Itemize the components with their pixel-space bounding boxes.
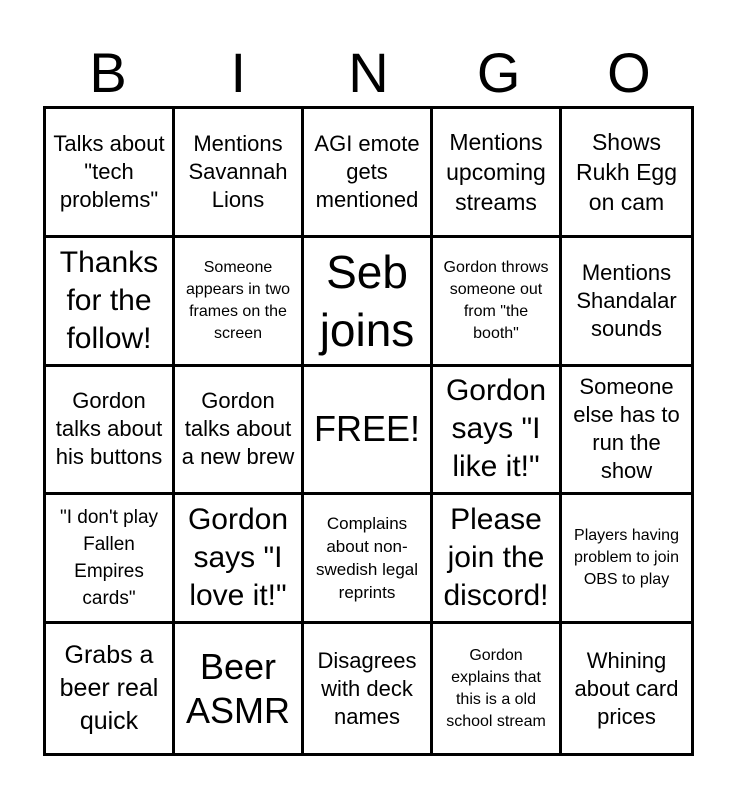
cell-label: Seb joins [319, 245, 415, 356]
cell-label: Mentions Savannah Lions [188, 130, 288, 212]
bingo-board [43, 106, 694, 756]
cell-label: Someone else has to run the show [573, 374, 680, 484]
bingo-cell-r3-c4[interactable] [433, 367, 562, 496]
bingo-cell-r4-c1[interactable] [46, 495, 175, 624]
header-letter-n: N [348, 41, 389, 104]
bingo-cell-r5-c1[interactable] [46, 624, 175, 753]
cell-label: FREE! [313, 408, 420, 450]
cell-label: Grabs a beer real quick [59, 641, 159, 736]
bingo-cell-r4-c2[interactable] [175, 495, 304, 624]
bingo-cell-r1-c2[interactable] [175, 109, 304, 238]
cell-label: Mentions upcoming streams [446, 128, 546, 215]
bingo-cell-r5-c3[interactable] [304, 624, 433, 753]
bingo-cell-r4-c4[interactable] [433, 495, 562, 624]
header-letter-o: O [607, 41, 651, 104]
cell-label: Complains about non-swedish legal reprints [315, 514, 419, 603]
header-letter-i: I [230, 41, 247, 104]
bingo-cell-r1-c5[interactable] [562, 109, 691, 238]
header-letter-b: B [89, 41, 127, 104]
bingo-header [43, 40, 694, 106]
bingo-cell-r2-c1[interactable] [46, 238, 175, 367]
bingo-cell-r2-c3[interactable] [304, 238, 433, 367]
cell-label: Please join the discord! [443, 503, 549, 613]
cell-label: Players having problem to join OBS to play [574, 527, 679, 589]
cell-label: AGI emote gets mentioned [314, 130, 420, 212]
bingo-cell-r1-c1[interactable] [46, 109, 175, 238]
cell-label: Someone appears in two frames on the screen [185, 258, 291, 342]
bingo-cell-r3-c5[interactable] [562, 367, 691, 496]
cell-label: Disagrees with deck names [317, 647, 417, 729]
bingo-cell-r4-c3[interactable] [304, 495, 433, 624]
cell-label: Gordon says "I like it!" [445, 374, 547, 484]
cell-label: Gordon talks about his buttons [55, 388, 163, 470]
bingo-cell-r2-c2[interactable] [175, 238, 304, 367]
bingo-cell-r5-c4[interactable] [433, 624, 562, 753]
cell-label: Shows Rukh Egg on cam [575, 128, 677, 215]
cell-label: Mentions Shandalar sounds [576, 259, 677, 341]
cell-label: "I don't play Fallen Empires cards" [59, 507, 159, 610]
cell-label: Whining about card prices [574, 647, 679, 729]
cell-label: Gordon explains that this is a old school stream [446, 646, 546, 730]
cell-label: Gordon talks about a new brew [181, 388, 295, 470]
bingo-cell-r1-c4[interactable] [433, 109, 562, 238]
bingo-cell-r5-c5[interactable] [562, 624, 691, 753]
cell-label: Talks about "tech problems" [53, 130, 165, 212]
bingo-cell-r3-c2[interactable] [175, 367, 304, 496]
cell-label: Gordon throws someone out from "the booth" [443, 258, 549, 342]
bingo-cell-r4-c5[interactable] [562, 495, 691, 624]
bingo-cell-r3-c3[interactable] [304, 367, 433, 496]
bingo-cell-r2-c5[interactable] [562, 238, 691, 367]
cell-label: Thanks for the follow! [59, 245, 159, 355]
bingo-cell-r2-c4[interactable] [433, 238, 562, 367]
bingo-cell-r1-c3[interactable] [304, 109, 433, 238]
header-letter-g: G [476, 41, 521, 104]
cell-label: Beer ASMR [185, 645, 290, 731]
cell-label: Gordon says "I love it!" [187, 503, 289, 613]
bingo-cell-r3-c1[interactable] [46, 367, 175, 496]
bingo-cell-r5-c2[interactable] [175, 624, 304, 753]
